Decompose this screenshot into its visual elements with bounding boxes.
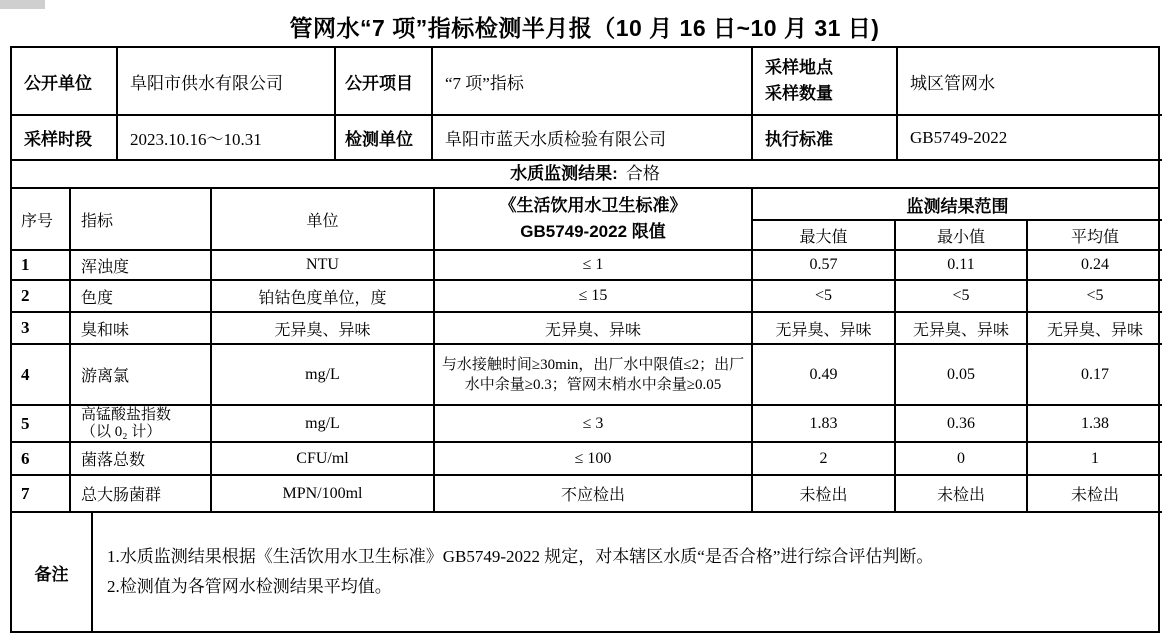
row-indicator [70, 405, 211, 442]
row-seq: 5 [12, 405, 70, 442]
row-limit: ≤ 1 [434, 250, 752, 280]
row-min: 0.11 [895, 250, 1027, 280]
row-indicator: 游离氯 [70, 344, 211, 405]
header-limit-line2: GB5749-2022 限值 [520, 222, 666, 241]
row-max: <5 [752, 280, 895, 312]
row-limit: 与水接触时间≥30min，出厂水中限值≤2；出厂水中余量≥0.3；管网末梢水中余量≥0.05 [434, 344, 752, 405]
sampling-period-value: 2023.10.16～10.31 [117, 115, 335, 160]
table-row [12, 250, 1162, 280]
table-row [12, 442, 1162, 475]
row-max: 0.57 [752, 250, 895, 280]
info-row-2 [12, 115, 1162, 160]
row-indicator-line1: 高锰酸盐指数 [81, 406, 172, 423]
row-unit: mg/L [211, 405, 434, 442]
row-unit: 无异臭、异味 [211, 312, 434, 344]
top-left-artifact [0, 0, 45, 9]
row-indicator: 臭和味 [70, 312, 211, 344]
public-unit-label: 公开单位 [12, 48, 117, 115]
table-row [12, 280, 1162, 312]
row-limit: 不应检出 [434, 475, 752, 512]
row-seq: 6 [12, 442, 70, 475]
table-row [12, 344, 1162, 405]
header-range-group: 监测结果范围 [752, 189, 1162, 220]
row-limit: 无异臭、异味 [434, 312, 752, 344]
header-limit [434, 189, 752, 250]
row-avg: 无异臭、异味 [1027, 312, 1162, 344]
header-unit: 单位 [211, 189, 434, 250]
header-indicator: 指标 [70, 189, 211, 250]
row-limit: ≤ 100 [434, 442, 752, 475]
header-limit-line1: 《生活饮用水卫生标准》 [499, 195, 687, 215]
info-row-1 [12, 48, 1162, 115]
indicators-table [12, 189, 1162, 513]
row-max: 1.83 [752, 405, 895, 442]
row-limit: ≤ 15 [434, 280, 752, 312]
row-unit: CFU/ml [211, 442, 434, 475]
row-indicator-line2: （以 0₂ 计） [81, 423, 162, 440]
sampling-site-label [752, 48, 897, 115]
header-seq: 序号 [12, 189, 70, 250]
testing-unit-value: 阜阳市蓝天水质检验有限公司 [432, 115, 752, 160]
result-banner-label: 水质监测结果: [510, 164, 618, 183]
remarks-label: 备注 [12, 513, 92, 631]
row-seq: 1 [12, 250, 70, 280]
row-unit: MPN/100ml [211, 475, 434, 512]
row-min: 未检出 [895, 475, 1027, 512]
row-avg: 0.24 [1027, 250, 1162, 280]
public-item-label: 公开项目 [335, 48, 432, 115]
remarks-line2: 2.检测值为各管网水检测结果平均值。 [107, 577, 392, 596]
row-seq: 7 [12, 475, 70, 512]
row-seq: 2 [12, 280, 70, 312]
row-min: 0.36 [895, 405, 1027, 442]
table-row [12, 405, 1162, 442]
row-unit: NTU [211, 250, 434, 280]
table-row [12, 312, 1162, 344]
header-max: 最大值 [752, 220, 895, 250]
remarks-table [12, 513, 1158, 631]
row-min: <5 [895, 280, 1027, 312]
row-max: 无异臭、异味 [752, 312, 895, 344]
public-item-value: “7 项”指标 [432, 48, 752, 115]
row-min: 无异臭、异味 [895, 312, 1027, 344]
row-indicator: 色度 [70, 280, 211, 312]
row-avg: 0.17 [1027, 344, 1162, 405]
row-limit: ≤ 3 [434, 405, 752, 442]
remarks-content [92, 513, 1158, 631]
report-sheet [10, 46, 1160, 633]
row-avg: <5 [1027, 280, 1162, 312]
row-unit: mg/L [211, 344, 434, 405]
standard-value: GB5749-2022 [897, 115, 1162, 160]
row-avg: 1 [1027, 442, 1162, 475]
row-avg: 1.38 [1027, 405, 1162, 442]
remarks-row [12, 513, 1158, 631]
row-max: 未检出 [752, 475, 895, 512]
sampling-site-label-line1: 采样地点 [765, 57, 833, 77]
public-unit-value: 阜阳市供水有限公司 [117, 48, 335, 115]
info-table [12, 48, 1162, 161]
standard-label: 执行标准 [752, 115, 897, 160]
sampling-period-label: 采样时段 [12, 115, 117, 160]
header-min: 最小值 [895, 220, 1027, 250]
header-row-top [12, 189, 1162, 220]
row-indicator: 菌落总数 [70, 442, 211, 475]
sampling-site-value: 城区管网水 [897, 48, 1162, 115]
row-min: 0.05 [895, 344, 1027, 405]
row-indicator: 浑浊度 [70, 250, 211, 280]
row-avg: 未检出 [1027, 475, 1162, 512]
testing-unit-label: 检测单位 [335, 115, 432, 160]
row-max: 0.49 [752, 344, 895, 405]
remarks-line1: 1.水质监测结果根据《生活饮用水卫生标准》GB5749-2022 规定，对本辖区水质“是否合格”进行综合评估判断。 [107, 547, 934, 566]
sampling-site-label-line2: 采样数量 [765, 84, 833, 103]
header-avg: 平均值 [1027, 220, 1162, 250]
row-indicator: 总大肠菌群 [70, 475, 211, 512]
row-unit: 铂钴色度单位，度 [211, 280, 434, 312]
row-seq: 3 [12, 312, 70, 344]
page-title: 管网水“7 项”指标检测半月报（10 月 16 日~10 月 31 日) [289, 15, 880, 41]
result-banner-value: 合格 [625, 164, 660, 183]
result-banner [12, 161, 1158, 189]
row-max: 2 [752, 442, 895, 475]
row-min: 0 [895, 442, 1027, 475]
table-row [12, 475, 1162, 512]
row-seq: 4 [12, 344, 70, 405]
